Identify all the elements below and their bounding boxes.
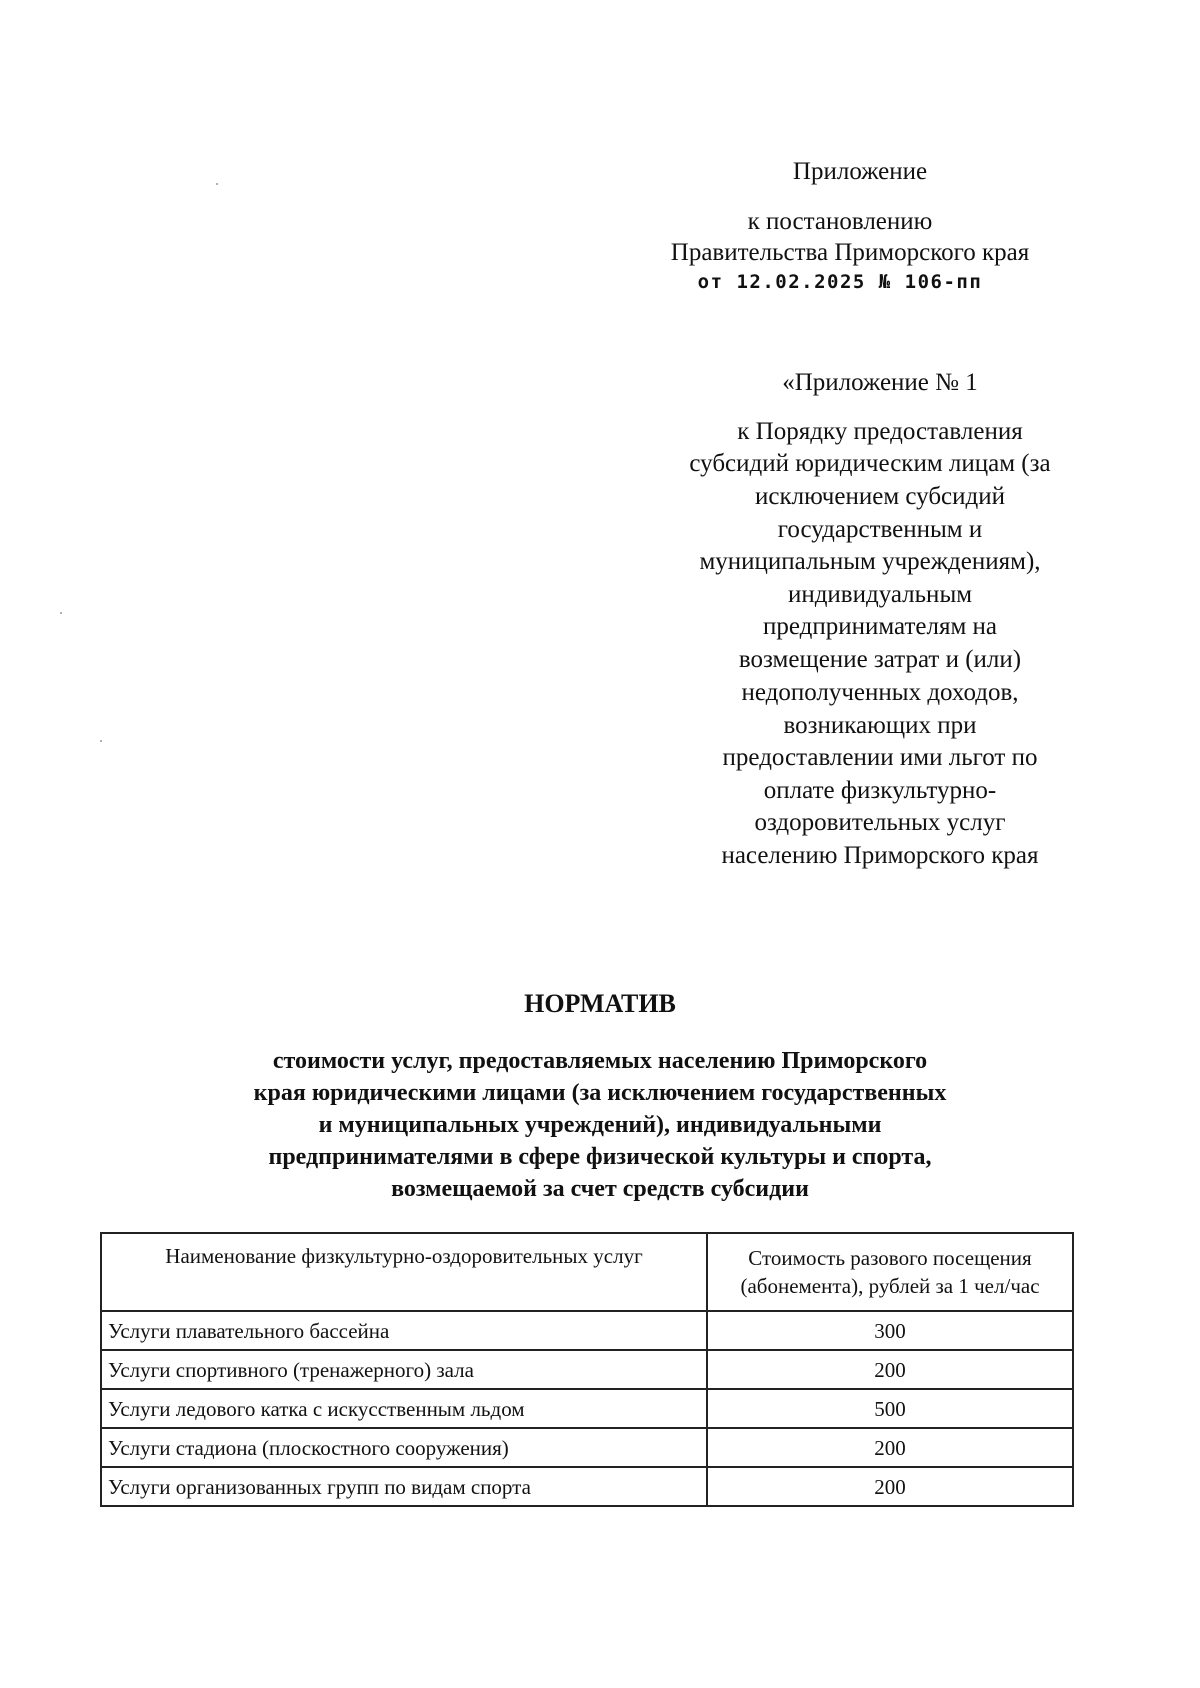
header-service-name: Наименование физкультурно-оздоровительных услуг — [101, 1233, 707, 1311]
service-name-cell: Услуги спортивного (тренажерного) зала — [101, 1350, 707, 1389]
scan-speck — [216, 183, 218, 185]
service-cost-cell: 200 — [707, 1428, 1073, 1467]
service-cost-cell: 200 — [707, 1467, 1073, 1506]
scan-speck — [60, 612, 62, 614]
appendix-1-line: населению Приморского края — [721, 842, 1039, 869]
header-cost: Стоимость разового посещения (абонемента), рублей за 1 чел/час — [707, 1233, 1073, 1311]
service-cost-cell: 300 — [707, 1311, 1073, 1350]
appendix-1-line: возмещение затрат и (или) — [738, 646, 1022, 673]
subtitle-line: и муниципальных учреждений), индивидуальными — [318, 1112, 882, 1138]
service-cost-cell: 500 — [707, 1389, 1073, 1428]
appendix-1-line: «Приложение № 1 — [782, 369, 978, 396]
table-row — [101, 1389, 1073, 1428]
service-name-cell: Услуги ледового катка с искусственным льдом — [101, 1389, 707, 1428]
table-row — [101, 1467, 1073, 1506]
appendix-1-line: к Порядку предоставления — [737, 418, 1023, 445]
document-title: НОРМАТИВ — [524, 989, 676, 1018]
service-name-cell: Услуги организованных групп по видам спорта — [101, 1467, 707, 1506]
appendix-1-line: муниципальным учреждениям), — [699, 548, 1041, 575]
service-name-cell: Услуги плавательного бассейна — [101, 1311, 707, 1350]
appendix-1-line: недополученных доходов, — [741, 679, 1019, 706]
to-resolution-line: к постановлению — [747, 208, 933, 235]
appendix-1-line: предоставлении ими льгот по — [722, 744, 1038, 771]
appendix-1-line: индивидуальным — [787, 581, 973, 608]
appendix-label: Приложение — [792, 158, 928, 185]
subtitle-line: возмещаемой за счет средств субсидии — [391, 1176, 809, 1202]
table-row — [101, 1428, 1073, 1467]
appendix-1-line: оздоровительных услуг — [754, 809, 1006, 836]
resolution-date-number: от 12.02.2025 № 106-пп — [697, 271, 983, 293]
appendix-1-line: предпринимателям на — [762, 613, 998, 640]
government-line: Правительства Приморского края — [670, 239, 1030, 266]
appendix-1-line: субсидий юридическим лицам (за — [689, 450, 1051, 477]
service-name-cell: Услуги стадиона (плоскостного сооружения) — [101, 1428, 707, 1467]
scan-speck — [100, 740, 102, 742]
norms-table — [100, 1232, 1074, 1507]
service-cost-cell: 200 — [707, 1350, 1073, 1389]
appendix-1-line: оплате физкультурно- — [763, 777, 997, 804]
table-row — [101, 1311, 1073, 1350]
subtitle-line: стоимости услуг, предоставляемых населению Приморского — [272, 1048, 928, 1074]
table-row — [101, 1350, 1073, 1389]
appendix-1-line: государственным и — [777, 516, 983, 543]
table-header-row — [101, 1233, 1073, 1311]
subtitle-line: предпринимателями в сфере физической культуры и спорта, — [268, 1144, 932, 1170]
appendix-1-line: возникающих при — [783, 712, 977, 739]
subtitle-line: края юридическими лицами (за исключением государственных — [253, 1080, 947, 1106]
appendix-1-line: исключением субсидий — [754, 483, 1006, 510]
